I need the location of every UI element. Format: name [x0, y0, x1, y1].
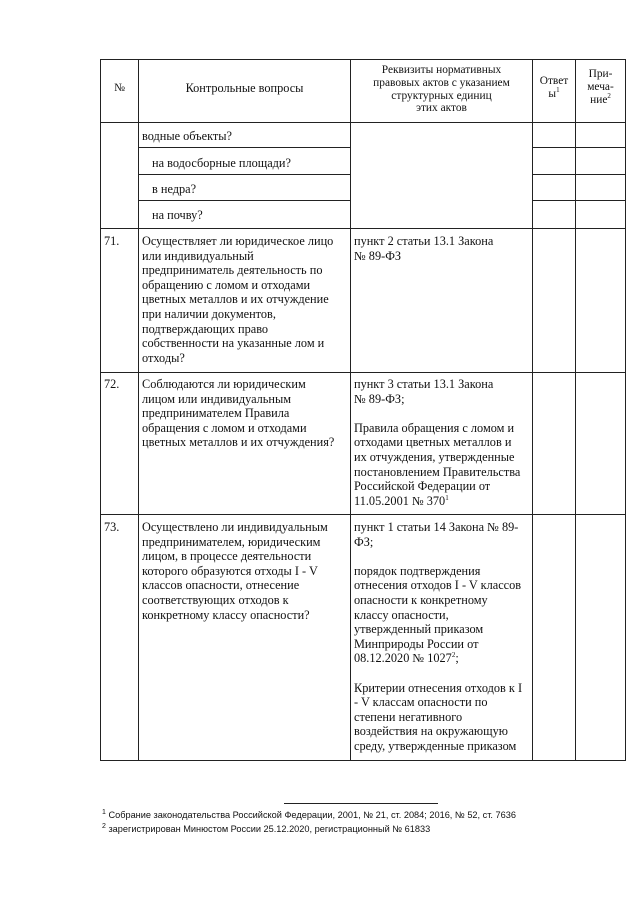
- footnote-2: $^2$ зарегистрирован Минюстом России 25.12.2020, регистрационный № 61833: [102, 822, 431, 834]
- row-72-num: 72.: [104, 377, 120, 391]
- header-num: №: [114, 82, 125, 94]
- row-72-question: Соблюдаются ли юридическим лицом или индивидуальным предпринимателем Правила обращения с ломом и отходами цветных металлов и их отчуждения?: [142, 377, 335, 450]
- cont-question-catchment: на водосборные площади?: [152, 156, 291, 170]
- header-questions: Контрольные вопросы: [185, 81, 304, 95]
- row-72-requisites: пункт 3 статьи 13.1 Закона № 89-ФЗ; Правила обращения с ломом и отходами цветных металлов и их отчуждения, утвержденные постановлением Правительства Российской Федерации от 11.05.2001 № $370^1$: [354, 377, 521, 508]
- cont-question-soil: на почву?: [152, 208, 203, 222]
- row-71-top-line: [100, 228, 626, 229]
- header-answer: Ответ $ы^1$: [539, 75, 569, 100]
- table-border-bottom: [100, 760, 626, 761]
- row-73-top-line: [100, 514, 626, 515]
- row-71-num: 71.: [104, 234, 120, 248]
- row-71-requisites: пункт 2 статьи 13.1 Закона № 89-ФЗ: [354, 234, 494, 263]
- header-note: При- меча- ние$^2$: [587, 68, 614, 106]
- row-71-question: Осуществляет ли юридическое лицо или индивидуальный предприниматель деятельность по обращению с ломом и отходами цветных металлов и их отчуждение при наличии документов, подтверждающих право собственности на указанные лом и отходы?: [142, 234, 334, 365]
- row-73-requisites: пункт 1 статьи 14 Закона № 89- ФЗ; порядок подтверждения отнесения отходов I - V классов опасности к конкретному классу опасности, утвержденный приказом Минприроды России от 08.12.2020 № 1027$^2$; Критерии отнесения отходов к I - V классам опасности по степени негативного воздействия на окружающую среду, утвержденные приказом: [354, 520, 523, 753]
- row-72-top-line: [100, 372, 626, 373]
- cont-question-water: водные объекты?: [142, 129, 232, 143]
- row-73-num: 73.: [104, 520, 120, 534]
- table-border-right: [625, 59, 626, 761]
- cont-question-subsoil: в недра?: [152, 182, 197, 196]
- header-requisites: Реквизиты нормативных правовых актов с указанием структурных единиц этих актов: [373, 64, 510, 115]
- footnote-separator: [284, 803, 438, 804]
- row-73-question: Осуществлено ли индивидуальным предпринимателем, юридическим лицом, в процессе деятельности которого образуются отходы I - V классов опасности, отнесение соответствующих отходов к конкретному классу опасности?: [142, 520, 328, 622]
- table-border-top: [100, 59, 626, 60]
- header-bottom-line: [100, 122, 626, 123]
- footnote-1: $^1$ Собрание законодательства Российской Федерации, 2001, № 21, ст. 2084; 2016, № 52, ст. 7636: [102, 808, 516, 820]
- table-border-left: [100, 59, 101, 761]
